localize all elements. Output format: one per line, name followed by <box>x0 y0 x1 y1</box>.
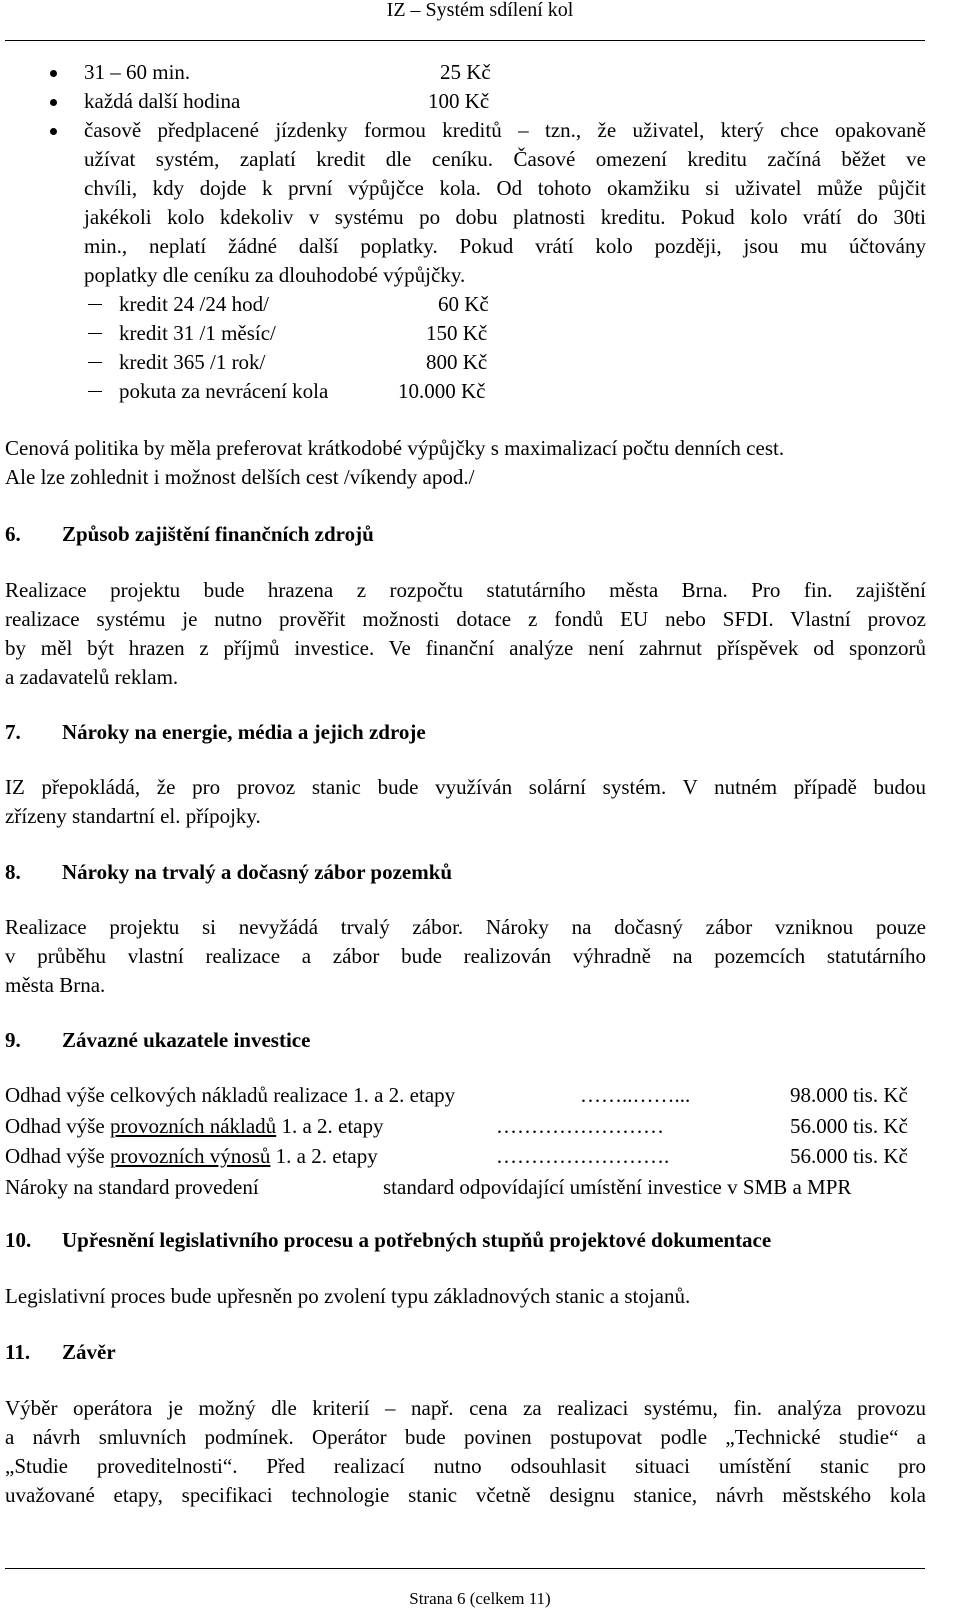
credit-label: kredit 31 /1 měsíc/ <box>119 321 276 345</box>
bullet-icon <box>50 128 57 135</box>
credit-price: 150 Kč <box>426 321 488 345</box>
indicator-dots: ……………………. <box>496 1144 670 1168</box>
paragraph-line: realizace systému je nutno prověřit možnosti dotace z fondů EU nebo SFDI. Vlastní provoz <box>5 607 926 631</box>
dash-icon <box>88 362 102 363</box>
bullet-icon <box>50 70 57 77</box>
paragraph-line: v průběhu vlastní realizace a zábor bude realizován výhradně na pozemcích statutárního <box>5 944 926 968</box>
indicator-label-link: provozních výnosů <box>109 1144 271 1168</box>
credit-paragraph-line: min., neplatí žádné další poplatky. Pokud vrátí kolo později, jsou mu účtovány <box>84 234 926 258</box>
policy-line: Cenová politika by měla preferovat krátkodobé výpůjčky s maximalizací počtu denních cest. <box>5 436 785 460</box>
credit-label: pokuta za nevrácení kola <box>119 379 329 403</box>
indicator-value: 98.000 tis. Kč <box>790 1083 908 1107</box>
section-title: Způsob zajištění finančních zdrojů <box>62 522 374 546</box>
credit-paragraph-line: jakékoli kolo kdekoliv v systému po dobu platnosti kreditu. Pokud kolo vrátí do 30ti <box>84 205 926 229</box>
indicator-label-prefix: Odhad výše <box>5 1114 110 1138</box>
indicator-dots: ……..……... <box>580 1083 691 1107</box>
section-number: 7. <box>5 720 21 744</box>
paragraph-line: Výběr operátora je možný dle kriterií – např. cena za realizaci systému, fin. analýza provozu <box>5 1396 926 1420</box>
indicator-dots: …………………… <box>496 1114 664 1138</box>
paragraph-line: uvažované etapy, specifikaci technologie stanic včetně designu stanice, návrh městského kola <box>5 1483 926 1507</box>
section-number: 11. <box>5 1340 31 1364</box>
section-number: 6. <box>5 522 21 546</box>
indicator-value: 56.000 tis. Kč <box>790 1144 908 1168</box>
paragraph-line: Realizace projektu si nevyžádá trvalý zábor. Nároky na dočasný zábor vzniknou pouze <box>5 915 926 939</box>
indicator-label <box>5 1116 383 1137</box>
paragraph-line: a návrh smluvních podmínek. Operátor bude povinen postupovat podle „Technické studie“ a <box>5 1425 926 1449</box>
footer-rule <box>5 1568 925 1569</box>
paragraph-line: a zadavatelů reklam. <box>5 665 179 689</box>
standard-value: standard odpovídající umístění investice v SMB a MPR <box>383 1175 852 1199</box>
credit-label: kredit 24 /24 hod/ <box>119 292 269 316</box>
section-title: Závěr <box>62 1340 116 1364</box>
section-title: Závazné ukazatele investice <box>62 1028 311 1052</box>
policy-line: Ale lze zohlednit i možnost delších cest /víkendy apod./ <box>5 465 475 489</box>
section-number: 9. <box>5 1028 21 1052</box>
credit-label: kredit 365 /1 rok/ <box>119 350 266 374</box>
price-value: 100 Kč <box>428 89 490 113</box>
dash-icon <box>88 304 102 305</box>
credit-price: 10.000 Kč <box>398 379 486 403</box>
credit-price: 800 Kč <box>426 350 488 374</box>
section-number: 8. <box>5 860 21 884</box>
price-label: 31 – 60 min. <box>84 60 191 84</box>
paragraph-line: Realizace projektu bude hrazena z rozpočtu statutárního města Brna. Pro fin. zajištění <box>5 578 926 602</box>
page-header-title: IZ – Systém sdílení kol <box>386 0 574 21</box>
header-rule <box>5 40 925 41</box>
page-footer: Strana 6 (celkem 11) <box>409 1589 551 1608</box>
section-title: Nároky na energie, média a jejich zdroje <box>62 720 426 744</box>
paragraph-line: zřízeny standartní el. přípojky. <box>5 804 261 828</box>
bullet-icon <box>50 99 57 106</box>
price-label: každá další hodina <box>84 89 241 113</box>
section-number: 10. <box>5 1228 32 1252</box>
paragraph-line: Legislativní proces bude upřesněn po zvolení typu základnových stanic a stojanů. <box>5 1284 691 1308</box>
section-title: Upřesnění legislativního procesu a potřebných stupňů projektové dokumentace <box>62 1228 772 1252</box>
paragraph-line: by měl být hrazen z příjmů investice. Ve finanční analýze není zahrnut příspěvek od sponzorů <box>5 636 926 660</box>
credit-paragraph-line: chvíli, kdy dojde k první výpůjčce kola. Od tohoto okamžiku si uživatel může půjčit <box>84 176 926 200</box>
paragraph-line: „Studie proveditelnosti“. Před realizací nutno odsouhlasit situaci umístění stanic pro <box>5 1454 926 1478</box>
indicator-label-link: provozních nákladů <box>109 1114 277 1138</box>
indicator-label-suffix: 1. a 2. etapy <box>276 1114 384 1138</box>
credit-paragraph-line: časově předplacené jízdenky formou kreditů – tzn., že uživatel, který chce opakovaně <box>84 118 926 142</box>
credit-price: 60 Kč <box>438 292 489 316</box>
credit-paragraph-line: poplatky dle ceníku za dlouhodobé výpůjčky. <box>84 263 466 287</box>
paragraph-line: města Brna. <box>5 973 106 997</box>
indicator-label <box>5 1146 378 1167</box>
standard-label: Nároky na standard provedení <box>5 1175 259 1199</box>
section-title: Nároky na trvalý a dočasný zábor pozemků <box>62 860 453 884</box>
paragraph-line: IZ přepokládá, že pro provoz stanic bude využíván solární systém. V nutném případě budou <box>5 775 926 799</box>
price-value: 25 Kč <box>440 60 491 84</box>
indicator-label-prefix: Odhad výše <box>5 1144 110 1168</box>
indicator-value: 56.000 tis. Kč <box>790 1114 908 1138</box>
dash-icon <box>88 333 102 334</box>
indicator-label-suffix: 1. a 2. etapy <box>270 1144 378 1168</box>
dash-icon <box>88 391 102 392</box>
credit-paragraph-line: užívat systém, zaplatí kredit dle ceníku. Časové omezení kreditu začíná běžet ve <box>84 147 926 171</box>
indicator-label: Odhad výše celkových nákladů realizace 1. a 2. etapy <box>5 1083 456 1107</box>
